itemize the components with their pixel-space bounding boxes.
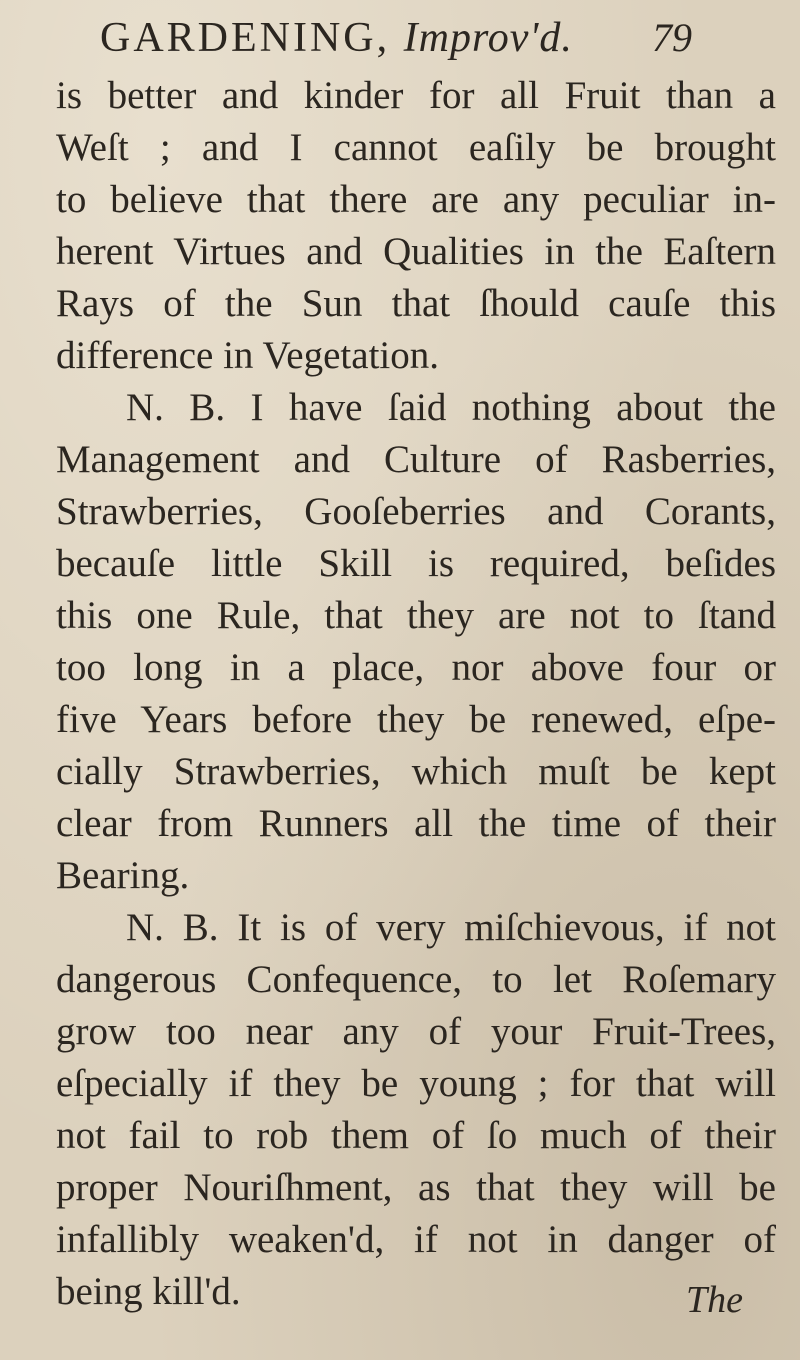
running-subtitle: Improv'd. bbox=[403, 15, 573, 61]
text-line: is better and kinder for all Fruit than a bbox=[56, 74, 776, 117]
text-line: Bearing. bbox=[56, 854, 190, 897]
text-line: proper Nouriſhment, as that they will be bbox=[56, 1166, 776, 1209]
text-line: cially Strawberries, which muſt be kept bbox=[56, 750, 776, 793]
page-header bbox=[100, 14, 700, 74]
text-line: eſpecially if they be young ; for that will bbox=[56, 1062, 776, 1105]
running-title: GARDENING, bbox=[100, 15, 391, 61]
body-text bbox=[56, 70, 776, 1318]
text-line: dangerous Confequence, to let Roſemary bbox=[56, 958, 776, 1001]
text-line: N. B. I have ſaid nothing about the bbox=[126, 386, 776, 429]
text-line: becauſe little Skill is required, beſides bbox=[56, 542, 776, 585]
text-line: not fail to rob them of ſo much of their bbox=[56, 1114, 776, 1157]
text-line: Rays of the Sun that ſhould cauſe this bbox=[56, 282, 776, 325]
text-line: N. B. It is of very miſchievous, if not bbox=[126, 906, 776, 949]
catchword: The bbox=[686, 1279, 743, 1321]
text-line: clear from Runners all the time of their bbox=[56, 802, 776, 845]
text-line: Strawberries, Gooſeberries and Corants, bbox=[56, 490, 776, 533]
running-head bbox=[100, 14, 573, 62]
text-line: herent Virtues and Qualities in the Eaſtern bbox=[56, 230, 776, 273]
text-line: grow too near any of your Fruit-Trees, bbox=[56, 1010, 776, 1053]
text-line: five Years before they be renewed, eſpe- bbox=[56, 698, 776, 741]
text-line: Weſt ; and I cannot eaſily be brought bbox=[56, 126, 776, 169]
text-line: Management and Culture of Rasberries, bbox=[56, 438, 776, 481]
text-line: difference in Vegetation. bbox=[56, 334, 439, 377]
text-line: too long in a place, nor above four or bbox=[56, 646, 776, 689]
page-number: 79 bbox=[652, 15, 692, 60]
text-line: infallibly weaken'd, if not in danger of bbox=[56, 1218, 776, 1261]
text-line: to believe that there are any peculiar in- bbox=[56, 178, 776, 221]
text-line: being kill'd. bbox=[56, 1270, 241, 1313]
text-line: this one Rule, that they are not to ſtand bbox=[56, 594, 776, 637]
